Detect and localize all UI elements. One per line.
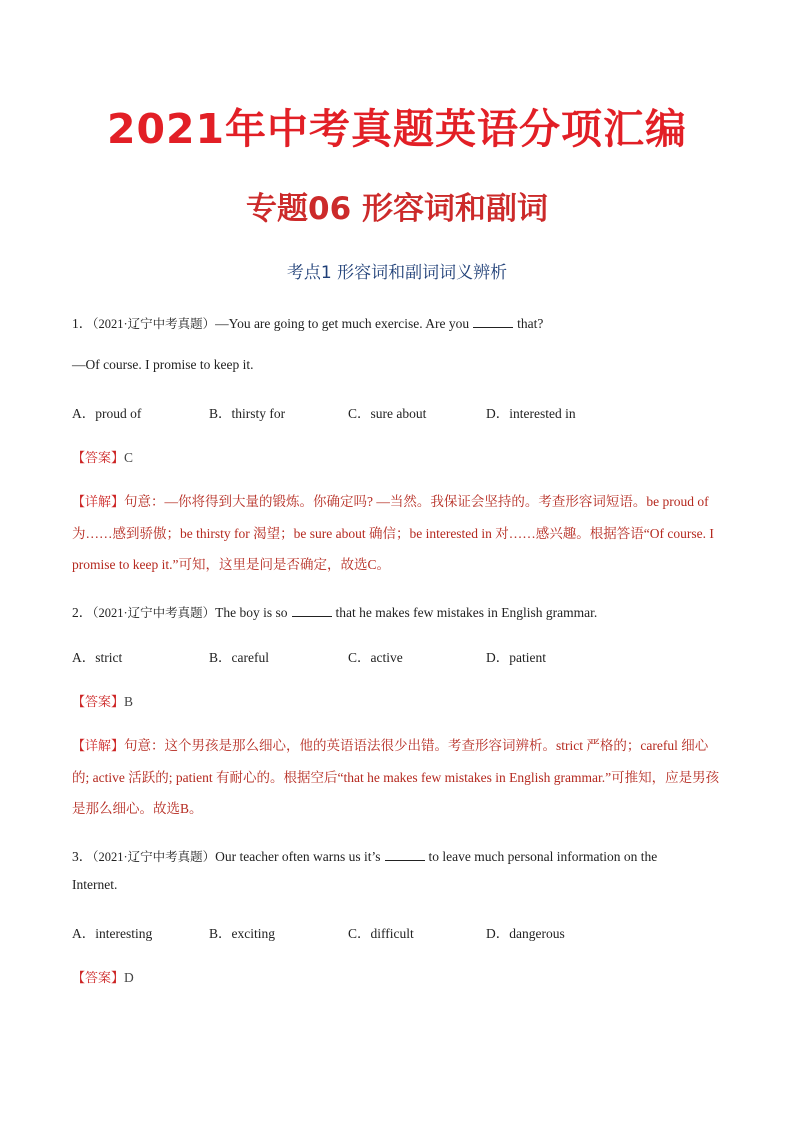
question-number: 2． xyxy=(72,605,93,620)
answer-line xyxy=(72,967,134,986)
document-subtitle: 专题06 形容词和副词 xyxy=(246,191,548,227)
answer-blank xyxy=(292,604,332,617)
option-c: C．sure about xyxy=(348,406,427,421)
detail-tag: 【详解】 xyxy=(72,739,125,754)
option-b: B．thirsty for xyxy=(209,406,286,421)
option-b: B．careful xyxy=(209,650,269,665)
question-source: （2021·辽宁中考真题） xyxy=(92,317,216,331)
question-2-stem xyxy=(72,601,597,621)
question-text: to leave much personal information on the xyxy=(428,849,658,864)
question-text: Our teacher often warns us it’s xyxy=(215,849,381,864)
section-heading: 考点1 形容词和副词词义辨析 xyxy=(286,263,508,283)
question-text: —You are going to get much exercise. Are you xyxy=(215,316,470,331)
answer-tag: 【答案】 xyxy=(72,451,125,466)
option-a: A．proud of xyxy=(72,406,142,421)
question-source: （2021·辽宁中考真题） xyxy=(92,606,216,620)
answer-blank xyxy=(385,848,425,861)
answer-line xyxy=(72,447,133,466)
answer-tag: 【答案】 xyxy=(72,971,125,986)
question-text: that? xyxy=(517,316,544,331)
option-d: D．interested in xyxy=(486,406,576,421)
explanation xyxy=(72,730,724,824)
question-1-line2: —Of course. I promise to keep it. xyxy=(72,357,254,372)
option-a: A．strict xyxy=(72,650,123,665)
question-1-stem xyxy=(72,312,543,332)
answer-line xyxy=(72,691,133,710)
question-text: that he makes few mistakes in English grammar. xyxy=(335,605,598,620)
explanation xyxy=(72,486,724,580)
answer-tag: 【答案】 xyxy=(72,695,125,710)
answer-value: C xyxy=(124,450,134,465)
detail-tag: 【详解】 xyxy=(72,495,125,510)
explanation-text: 句意：—你将得到大量的锻炼。你确定吗? —当然。我保证会坚持的。考查形容词短语。be proud of 为……感到骄傲；be thirsty for 渴望；be sure about 确信；be interested in 对……感兴趣。根据答语“Of course. I promise to keep it.”可知，这里是问是否确定，故选C。 xyxy=(72,494,714,572)
option-d: D．dangerous xyxy=(486,926,565,941)
question-number: 1． xyxy=(72,316,93,331)
option-c: C．difficult xyxy=(348,926,414,941)
answer-value: D xyxy=(124,970,134,985)
answer-value: B xyxy=(124,694,134,709)
explanation-text: 句意：这个男孩是那么细心，他的英语语法很少出错。考查形容词辨析。strict 严格的；careful 细心的; active 活跃的; patient 有耐心的。根据空后“that he makes few mistakes in English grammar.”可推知，应是男孩是那么细心。故选B。 xyxy=(72,738,720,816)
option-c: C．active xyxy=(348,650,403,665)
question-source: （2021·辽宁中考真题） xyxy=(92,850,216,864)
document-title: 2021年中考真题英语分项汇编 xyxy=(106,105,688,153)
option-b: B．exciting xyxy=(209,926,275,941)
answer-blank xyxy=(473,315,513,328)
question-number: 3． xyxy=(72,849,93,864)
option-d: D．patient xyxy=(486,650,546,665)
question-3-line2: Internet. xyxy=(72,877,118,892)
question-3-stem xyxy=(72,845,657,865)
question-text: The boy is so xyxy=(215,605,288,620)
option-a: A．interesting xyxy=(72,926,153,941)
